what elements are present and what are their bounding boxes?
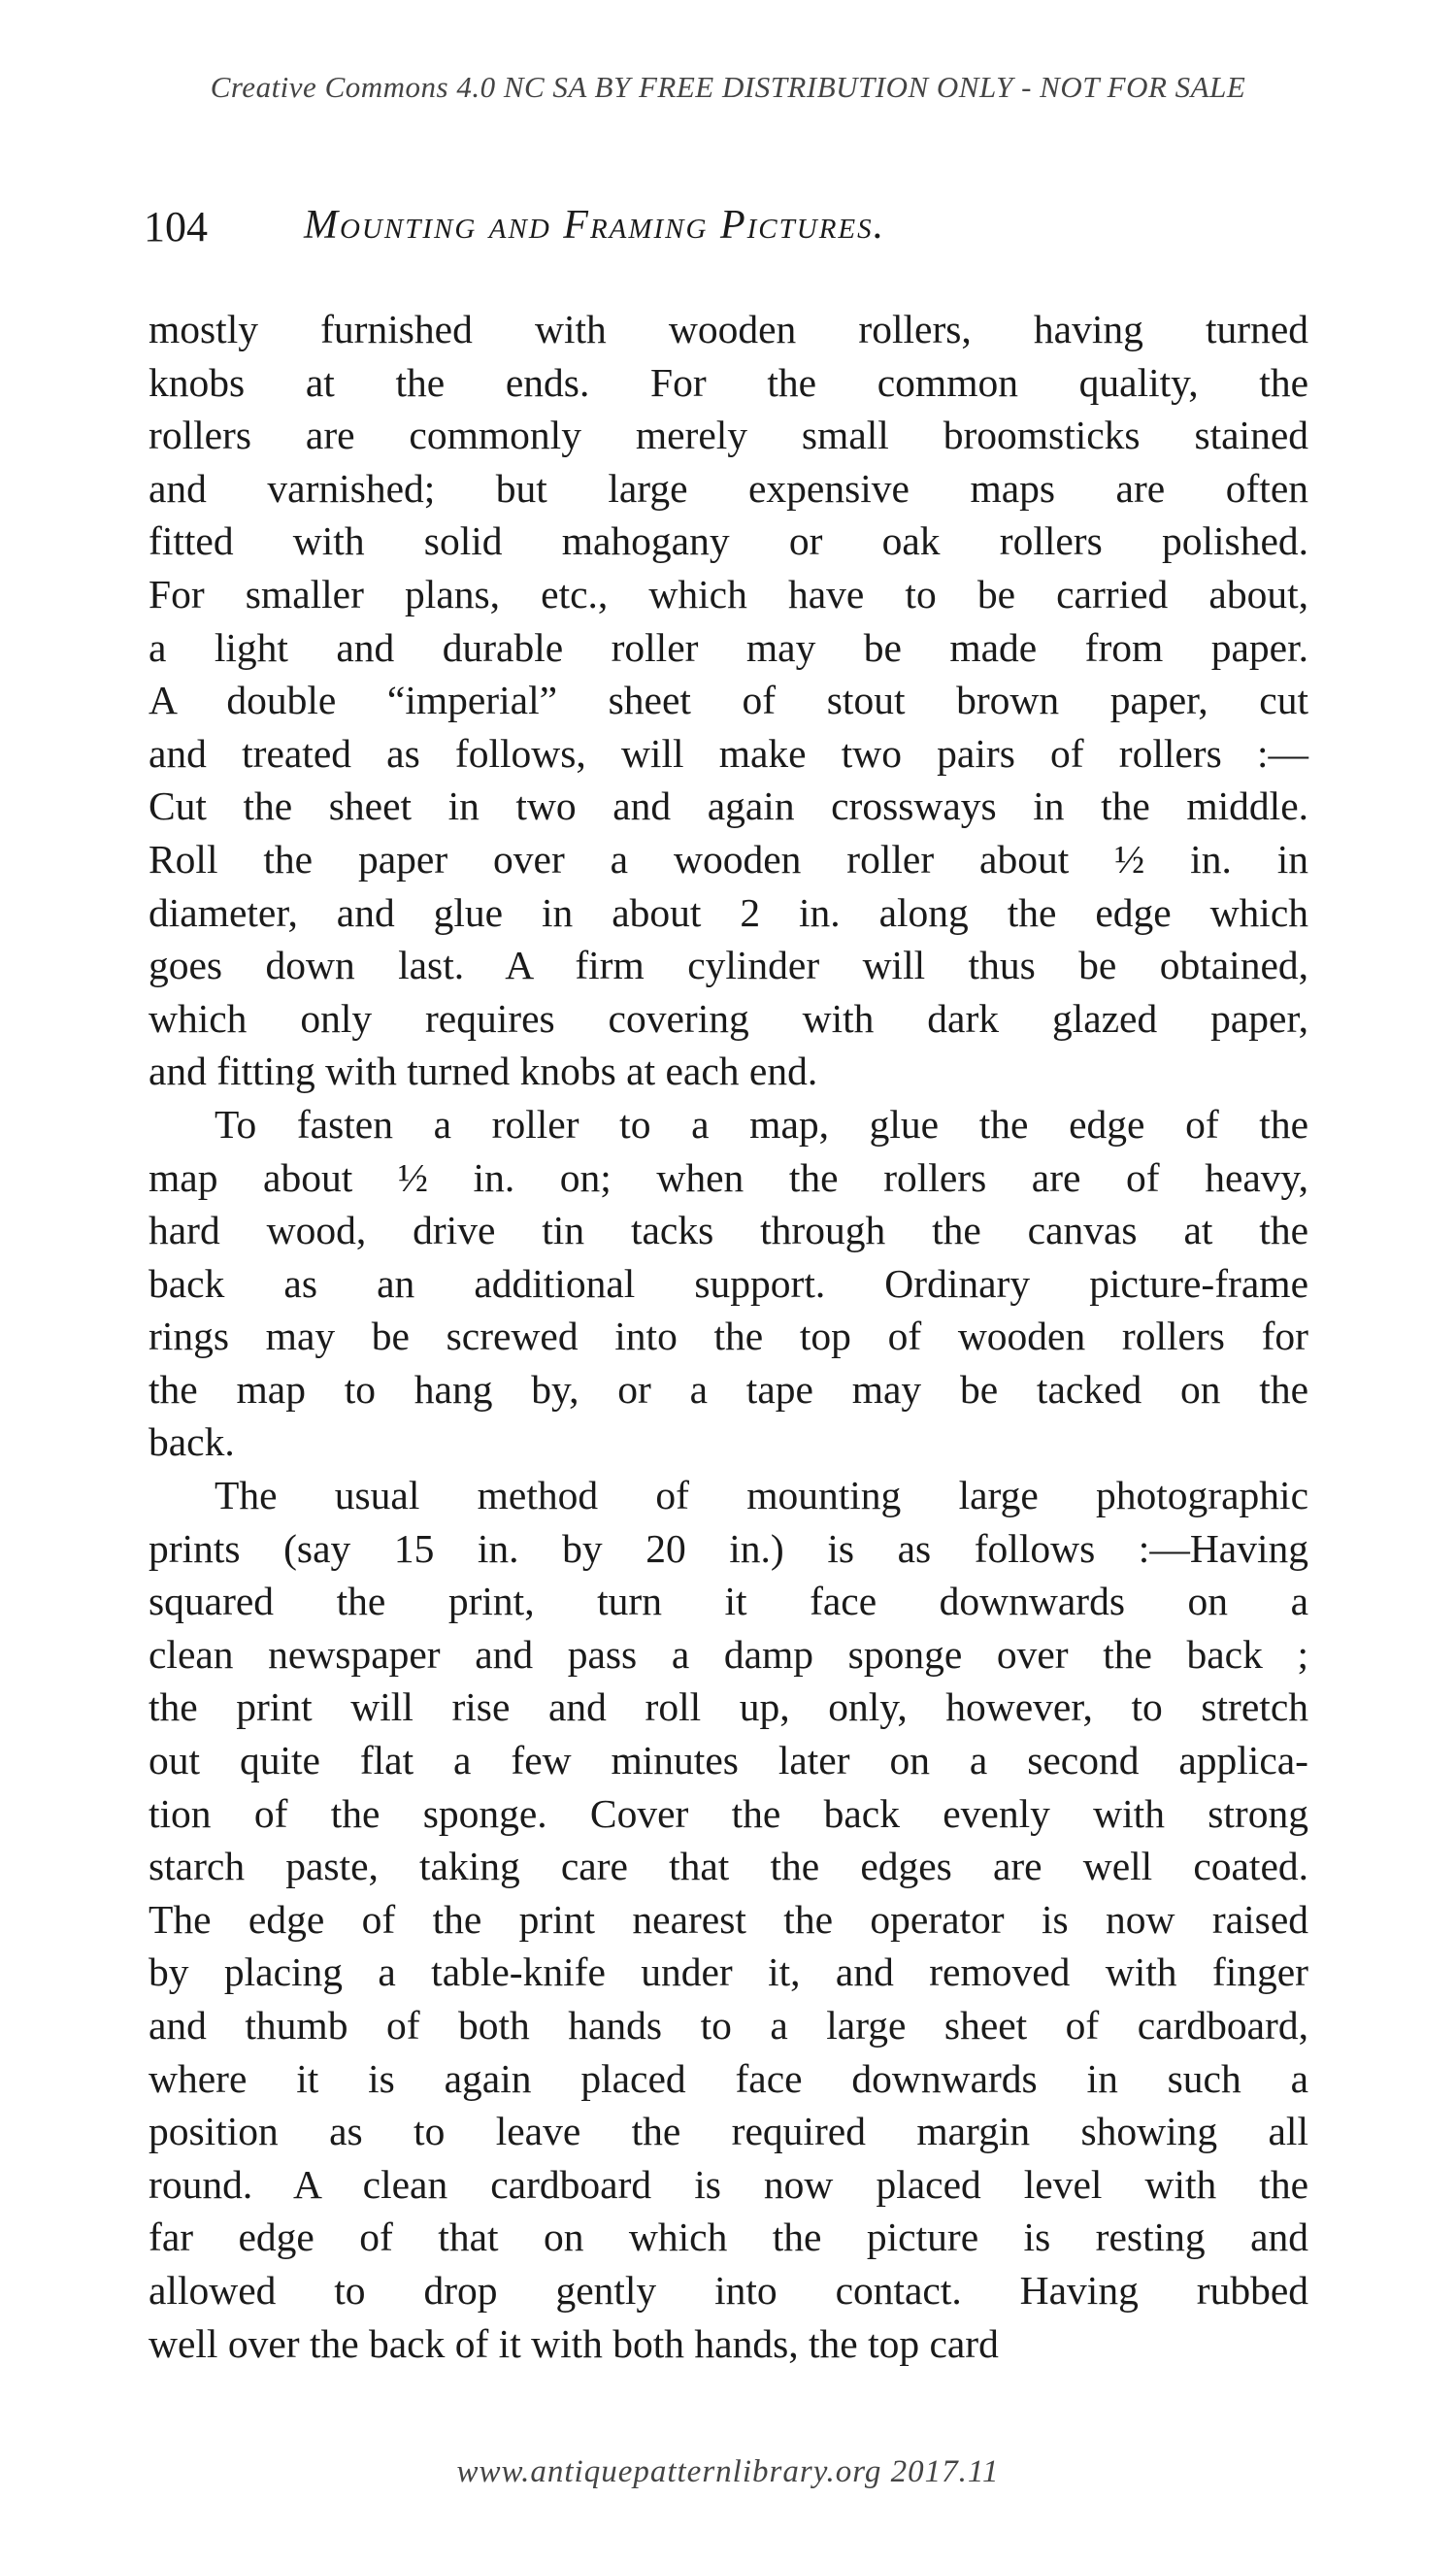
text-line: well over the back of it with both hands, the top card: [149, 2320, 999, 2366]
text-line: squared the print, turn it face downwards on a: [149, 1579, 1308, 1624]
page-number: 104: [144, 203, 208, 250]
text-line: clean newspaper and pass a damp sponge over the back ;: [149, 1631, 1308, 1677]
text-line: map about ½ in. on; when the rollers are of heavy,: [149, 1154, 1308, 1200]
page-body: [149, 303, 1308, 2370]
text-line: tion of the sponge. Cover the back evenly with strong: [149, 1790, 1308, 1836]
text-line: round. A clean cardboard is now placed level with the: [149, 2161, 1308, 2207]
text-line: where it is again placed face downwards in such a: [149, 2055, 1308, 2101]
text-line: by placing a table-knife under it, and removed with finger: [149, 1949, 1308, 1995]
text-line: A double “imperial” sheet of stout brown paper, cut: [149, 678, 1308, 723]
running-header: [144, 202, 1318, 260]
text-line: and thumb of both hands to a large sheet of cardboard,: [149, 2003, 1308, 2048]
text-line: which only requires covering with dark glazed paper,: [149, 995, 1308, 1041]
text-line: position as to leave the required margin showing all: [149, 2109, 1308, 2154]
license-watermark: Creative Commons 4.0 NC SA BY FREE DISTRIBUTION ONLY - NOT FOR SALE: [210, 70, 1246, 104]
text-line: and varnished; but large expensive maps are often: [149, 465, 1308, 511]
text-line: For smaller plans, etc., which have to be carried about,: [149, 571, 1308, 616]
text-line: out quite flat a few minutes later on a second applica-: [149, 1738, 1308, 1783]
text-line: prints (say 15 in. by 20 in.) is as follows :—Having: [149, 1525, 1308, 1571]
text-line: a light and durable roller may be made from paper.: [149, 624, 1308, 670]
text-line: The edge of the print nearest the operator is now raised: [149, 1896, 1308, 1942]
text-line: the print will rise and roll up, only, however, to stretch: [149, 1684, 1308, 1730]
text-line: fitted with solid mahogany or oak rollers polished.: [149, 518, 1308, 564]
text-line: back.: [149, 1419, 235, 1465]
text-line: Cut the sheet in two and again crossways in the middle.: [149, 783, 1308, 829]
text-line: allowed to drop gently into contact. Having rubbed: [149, 2267, 1308, 2313]
text-line: rollers are commonly merely small broomsticks stained: [149, 413, 1308, 458]
text-line: the map to hang by, or a tape may be tacked on the: [149, 1366, 1308, 1412]
text-line: hard wood, drive tin tacks through the canvas at the: [149, 1208, 1308, 1253]
footer-watermark: www.antiquepatternlibrary.org 2017.11: [456, 2454, 1000, 2489]
text-line: The usual method of mounting large photographic: [215, 1473, 1308, 1518]
text-line: mostly furnished with wooden rollers, having turned: [149, 307, 1308, 351]
running-title: Mounting and Framing Pictures.: [304, 203, 886, 248]
text-line: goes down last. A firm cylinder will thus be obtained,: [149, 943, 1308, 988]
text-line: diameter, and glue in about 2 in. along the edge which: [149, 889, 1308, 935]
text-line: back as an additional support. Ordinary picture-frame: [149, 1260, 1308, 1306]
text-line: rings may be screwed into the top of wooden rollers for: [149, 1314, 1308, 1359]
text-line: far edge of that on which the picture is resting and: [149, 2215, 1308, 2260]
text-line: Roll the paper over a wooden roller about ½ in. in: [149, 836, 1308, 882]
text-line: To fasten a roller to a map, glue the edge of the: [215, 1101, 1308, 1147]
text-line: knobs at the ends. For the common quality, the: [149, 359, 1308, 405]
text-line: and fitting with turned knobs at each end.: [149, 1049, 818, 1094]
text-line: and treated as follows, will make two pairs of rollers :—: [149, 730, 1308, 776]
text-line: starch paste, taking care that the edges are well coated.: [149, 1844, 1308, 1889]
